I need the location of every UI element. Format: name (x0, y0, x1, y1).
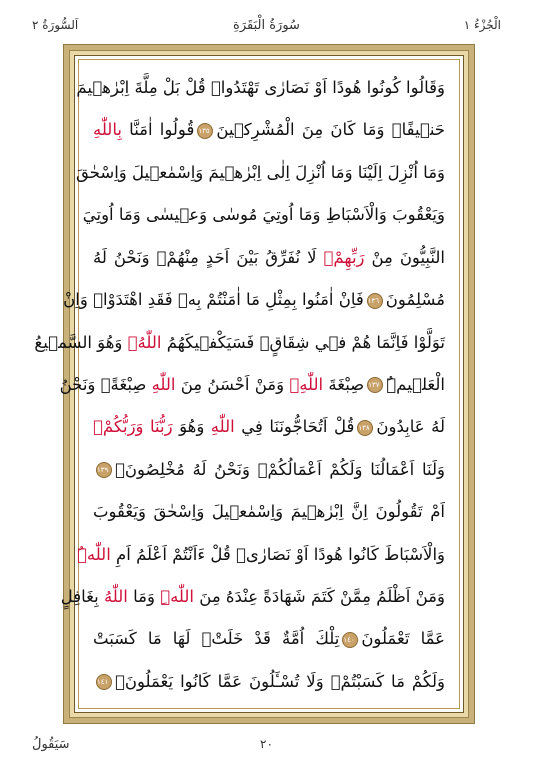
verse-text: وَمَا (127, 587, 161, 607)
text-line (93, 450, 445, 490)
verse-text: عَمَّا تَعْمَلُونَ (361, 629, 445, 649)
verse-text: وَمَنْ اَحْسَنُ مِنَ (175, 374, 290, 394)
divine-name-text: رَبُّنَا وَرَبُّكُمْۚ (93, 417, 173, 437)
page-footer (32, 737, 501, 761)
ayah-marker-icon: ١٤٠ (342, 632, 358, 648)
verse-text: وَمَا اُنْزِلَ اِلَيْنَا وَمَا اُنْزِلَ اِلٰى اِبْرٰهٖيمَ وَاِسْمٰعٖيلَ وَاِسْحٰقَ (75, 162, 445, 182)
verse-text: حَنٖيفًاۜ وَمَا كَانَ مِنَ الْمُشْرِكٖينَ (216, 120, 445, 140)
divine-name-text: اللّٰهِ (151, 374, 176, 394)
verse-text: صِبْغَةًۘ وَنَحْنُ (59, 374, 152, 394)
ayah-marker-icon: ١٣٦ (367, 293, 383, 309)
juz-label: الْجُزْءُ ١ (463, 18, 501, 32)
verse-text: تِلْكَ اُمَّةٌ قَدْ خَلَتْۚ لَهَا مَا كَسَبَتْ (93, 629, 340, 649)
text-line (93, 110, 445, 150)
verse-text: وَهُوَ السَّمٖيعُ (34, 332, 128, 352)
verse-text: لَهُ عَابِدُونَ (376, 417, 445, 437)
text-line (93, 662, 445, 702)
verse-text: النَّبِيُّونَ مِنْ (364, 247, 446, 267)
text-line (59, 365, 445, 405)
catchword: سَيَقُولُ (32, 737, 70, 752)
page-header (32, 14, 501, 36)
verse-text: وَالْاَسْبَاطَ كَانُوا هُودًا اَوْ نَصَارٰىۜ قُلْ ءَاَنْتُمْ اَعْلَمُ اَمِ (110, 544, 445, 564)
verse-text: لَا نُفَرِّقُ بَيْنَ اَحَدٍ مِنْهُمْۘ وَنَحْنُ لَهُ (93, 247, 324, 267)
divine-name-text: رَبِّهِمْۚ (323, 247, 365, 267)
verse-text: وَمَنْ اَظْلَمُ مِمَّنْ كَتَمَ شَهَادَةً عِنْدَهُ مِنَ (194, 587, 445, 607)
text-line (63, 280, 445, 320)
verse-text: فَاِنْ اٰمَنُوا بِمِثْلِ مَا اٰمَنْتُمْ بِهٖ فَقَدِ اهْتَدَوْاۚ وَاِنْ (63, 290, 364, 310)
verse-text: وَلَكُمْ مَا كَسَبْتُمْۚ وَلَا تُسْـَٔلُونَ عَمَّا كَانُوا يَعْمَلُونَ۟ (115, 671, 445, 691)
verse-text: تَوَلَّوْا فَاِنَّمَا هُمْ فٖي شِقَاقٍۚ فَسَيَكْفٖيكَهُمُ (161, 332, 445, 352)
text-line (82, 195, 445, 235)
divine-name-text: بِاللّٰهِ (93, 120, 122, 140)
text-line (93, 407, 445, 447)
text-line (75, 153, 445, 193)
page-number: ٢٠ (260, 737, 273, 751)
divine-name-text: اللّٰهُۚ (127, 332, 162, 352)
text-line (76, 68, 445, 108)
text-line (34, 323, 445, 363)
divine-name-text: اللّٰهِۜ (160, 587, 195, 607)
text-line (93, 238, 445, 278)
text-line (93, 619, 445, 659)
verse-text: الْعَلٖيمُۜ (386, 374, 445, 394)
verse-text: صِبْغَةَ (323, 374, 365, 394)
ornamental-frame (34, 44, 475, 724)
surah-number-label: اَلسُّورَةُ ٢ (32, 18, 79, 32)
verse-text: قُولُوا اٰمَنَّا (121, 120, 195, 140)
text-line (93, 492, 445, 532)
verse-text: وَقَالُوا كُونُوا هُودًا اَوْ نَصَارٰى تَهْتَدُواۜ قُلْ بَلْ مِلَّةَ اِبْرٰهٖيمَ (76, 78, 445, 97)
ayah-marker-icon: ١٤١ (96, 674, 112, 690)
frame-border (34, 50, 469, 718)
verse-text: وَيَعْقُوبَ وَالْاَسْبَاطِ وَمَا اُوتِيَ مُوسٰى وَعٖيسٰى وَمَا اُوتِيَ (82, 205, 445, 225)
text-line (76, 535, 445, 575)
verse-text: بِغَافِلٍ (60, 587, 104, 607)
verse-text: وَهُوَ (172, 417, 211, 437)
verse-text: مُسْلِمُونَ (385, 290, 445, 310)
divine-name-text: اللّٰهُ (103, 587, 128, 607)
verse-text: وَلَنَا اَعْمَالُنَا وَلَكُمْ اَعْمَالُكُمْۚ وَنَحْنُ لَهُ مُخْلِصُونَۙ (115, 459, 445, 479)
text-line (60, 577, 445, 617)
divine-name-text: اللّٰهِ (210, 417, 235, 437)
ayah-marker-icon: ١٣٥ (197, 123, 213, 139)
divine-name-text: اللّٰهِۚ (289, 374, 324, 394)
verse-text: اَمْ تَقُولُونَ اِنَّ اِبْرٰهٖيمَ وَاِسْمٰعٖيلَ وَاِسْحٰقَ وَيَعْقُوبَ (93, 502, 445, 522)
verse-text: قُلْ اَتُحَاجُّونَنَا فِي (234, 417, 355, 437)
surah-title: سُورَةُ الْبَقَرَةِ (233, 18, 300, 33)
ayah-marker-icon: ١٣٩ (96, 462, 112, 478)
ayah-marker-icon: ١٣٨ (357, 420, 373, 436)
ayah-marker-icon: ١٣٧ (367, 377, 383, 393)
divine-name-text: اللّٰهُۜ (76, 544, 111, 564)
quran-text-body (34, 55, 464, 713)
